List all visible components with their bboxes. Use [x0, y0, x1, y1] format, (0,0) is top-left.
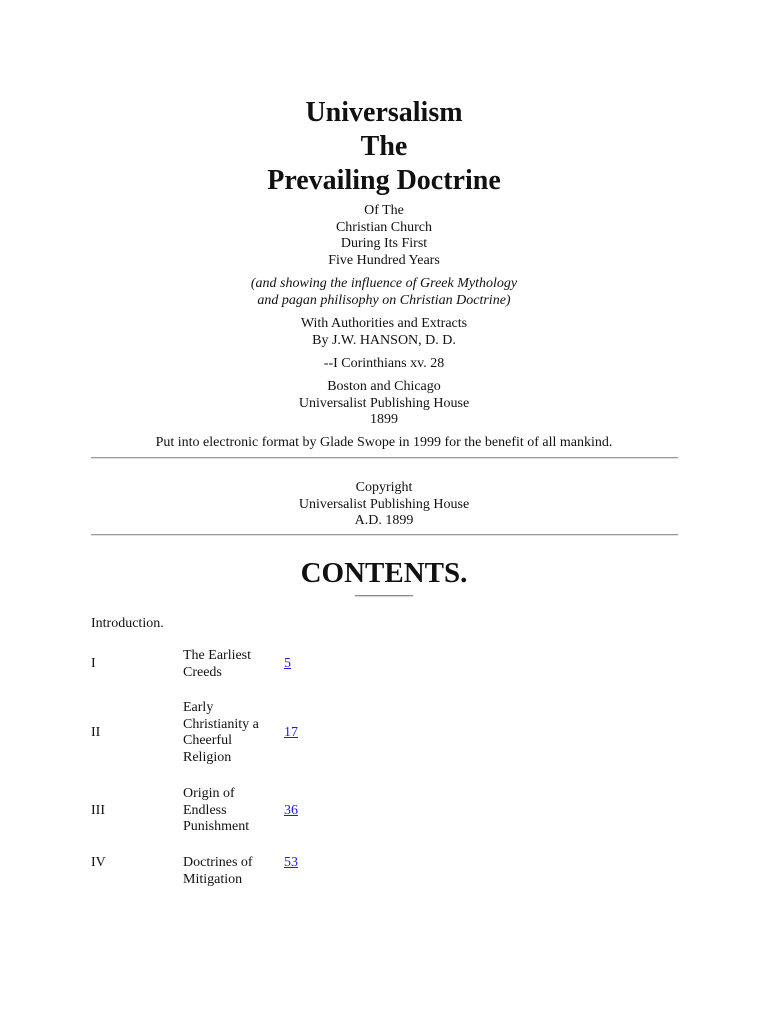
chapter-title-line: Cheerful: [183, 733, 232, 748]
horizontal-rule: [91, 534, 678, 536]
chapter-page-link[interactable]: 5: [284, 656, 291, 671]
scripture-quote: [0, 356, 768, 373]
toc-row: [91, 700, 331, 768]
authorities-line: With Authorities and Extracts: [300, 316, 468, 331]
chapter-title-line: Creeds: [183, 664, 222, 680]
title-line: Prevailing Doctrine: [267, 165, 501, 196]
subtitle-line: Christian Church: [335, 219, 433, 235]
title-line: The: [360, 131, 408, 162]
publisher-year: 1899: [370, 412, 398, 427]
influence-note: [0, 276, 768, 309]
chapter-page-link[interactable]: 17: [284, 725, 298, 740]
horizontal-rule: [91, 457, 678, 459]
chapter-title: [183, 700, 275, 766]
chapter-title: [183, 855, 275, 888]
short-rule: [355, 595, 413, 597]
publisher-line: Universalist Publishing House: [298, 395, 470, 411]
title-line: Universalism: [305, 97, 463, 128]
chapter-title-line: Origin of: [183, 786, 235, 801]
copyright-line: Universalist Publishing House: [298, 496, 470, 512]
electronic-note-text: Put into electronic format by Glade Swope in 1999 for the benefit of all mankind.: [155, 435, 613, 450]
influence-line: (and showing the influence of Greek Mythology: [250, 276, 518, 291]
chapter-page-link[interactable]: 36: [284, 803, 298, 818]
chapter-title-line: Endless: [183, 802, 227, 818]
chapter-number: I: [91, 656, 96, 671]
copyright-year: A.D. 1899: [354, 513, 414, 528]
chapter-number: IV: [91, 855, 106, 870]
toc-row: [91, 855, 331, 889]
authorities-block: [0, 316, 768, 349]
book-subtitle: [0, 203, 768, 269]
chapter-title: [183, 786, 275, 836]
chapter-title: [183, 648, 275, 681]
book-title: [0, 96, 768, 198]
subtitle-line: During Its First: [340, 236, 428, 251]
toc-row: [91, 786, 331, 837]
copyright-line: Copyright: [355, 480, 413, 495]
quote-text: --I Corinthians xv. 28: [323, 356, 445, 371]
publisher-line: Boston and Chicago: [327, 379, 441, 394]
chapter-page-link[interactable]: 53: [284, 855, 298, 870]
subtitle-line: Of The: [364, 203, 404, 218]
electronic-format-note: [0, 435, 768, 452]
copyright-block: [0, 480, 768, 530]
chapter-title-line: Religion: [183, 749, 232, 765]
contents-heading: CONTENTS.: [300, 557, 468, 589]
toc-row: [91, 648, 331, 682]
chapter-title-line: Early: [183, 700, 214, 715]
chapter-title-line: Doctrines of: [183, 855, 253, 870]
chapter-title-line: Christianity a: [183, 716, 259, 732]
chapter-title-line: The Earliest: [183, 648, 252, 663]
subtitle-line: Five Hundred Years: [328, 252, 440, 268]
chapter-number: III: [91, 803, 105, 818]
author-line: By J.W. HANSON, D. D.: [312, 332, 456, 348]
chapter-number: II: [91, 725, 101, 740]
chapter-title-line: Mitigation: [183, 871, 243, 887]
publisher-block: [0, 379, 768, 429]
influence-line: and pagan philisophy on Christian Doctrine): [257, 292, 511, 308]
toc-intro: Introduction.: [91, 616, 164, 631]
chapter-title-line: Punishment: [183, 819, 250, 834]
